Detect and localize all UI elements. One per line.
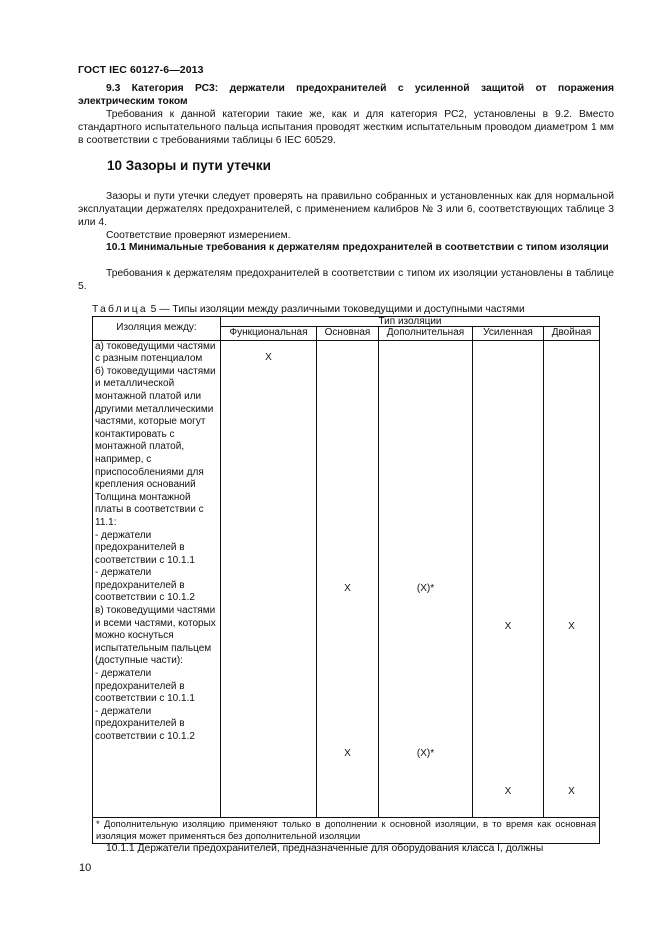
table-caption — [92, 304, 525, 315]
basic-cell — [317, 340, 379, 817]
section-10-paragraph: Зазоры и пути утечки следует проверять на правильно собранных и установленных как для нормальной эксплуатации держателях предохранителей, с применением калибров № 3 или 6, соответствующих таблице 3 или 4. — [78, 191, 614, 228]
header-col-reinforced: Усиленная — [473, 327, 544, 341]
mark-reinforced-1012-b: X — [504, 620, 512, 632]
mark-basic-1011-b: X — [344, 582, 351, 594]
reinforced-cell — [473, 340, 544, 817]
mark-double-1012-c: X — [568, 785, 575, 797]
supplementary-cell — [379, 340, 473, 817]
insulation-between-cell: а) токоведущими частями с разным потенциалом б) токоведущими частями и металлической монтажной платой или другими металлическими частями, которые могут контактировать с монтажной платой, например, с приспособлениями для крепления оснований Толщина монтажной платы в соответствии с 11.1: - держатели предохранителей в соответствии с 10.1.1 - держатели предохранителей в соответствии с 10.1.2 в) токоведущими частями и всеми частями, которых можно коснуться испытательным пальцем (доступные части): - держатели предохранителей в соответствии с 10.1.1 - держатели предохранителей в соответствии с 10.1.2 — [93, 340, 221, 817]
section-10-compliance: Соответствие проверяют измерением. — [106, 230, 291, 241]
table-caption-label: Таблица — [92, 304, 148, 315]
header-insulation-between: Изоляция между: — [93, 317, 221, 341]
section-10-1-1-text: 10.1.1 Держатели предохранителей, предназначенные для оборудования класса I, должны — [106, 843, 544, 854]
document-header: ГОСТ IEC 60127-6—2013 — [78, 64, 204, 76]
mark-double-1012-b: X — [568, 620, 575, 632]
section-10-1-heading: 10.1 Минимальные требования к держателям предохранителей в соответствии с типом изоляции — [106, 242, 609, 253]
header-col-supplementary: Дополнительная — [379, 327, 473, 341]
section-9-3-heading: 9.3 Категория РС3: держатели предохранителей с усиленной защитой от поражения электрическим током — [78, 83, 614, 107]
table-footnote: * Дополнительную изоляцию применяют только в дополнении к основной изоляции, в то время как основная изоляция может применяться без дополнительной изоляции — [93, 817, 600, 843]
header-insulation-type: Тип изоляции — [221, 317, 600, 327]
header-col-functional: Функциональная — [221, 327, 317, 341]
mark-functional-a: X — [265, 351, 272, 363]
section-9-3-text: Требования к данной категории такие же, как и для категория РС2, установлены в 9.2. Вместо стандартного испытательного пальца испытания проводят жестким испытательным проводом диаметром 1 мм в соответствии с требованиями таблицы 6 IEC 60529. — [78, 109, 614, 146]
header-col-basic: Основная — [317, 327, 379, 341]
page-number: 10 — [79, 862, 92, 874]
header-col-double: Двойная — [544, 327, 600, 341]
mark-reinforced-1012-c: X — [504, 785, 512, 797]
double-cell — [544, 340, 600, 817]
mark-supplementary-1011-c: (X)* — [416, 747, 435, 759]
section-10-heading: 10 Зазоры и пути утечки — [107, 158, 271, 173]
mark-supplementary-1011-b: (X)* — [416, 582, 435, 594]
section-10-1-text: Требования к держателям предохранителей в соответствии с типом их изоляции установлены в таблице 5. — [78, 268, 614, 292]
table-caption-text: 5 — Типы изоляции между различными токоведущими и доступными частями — [150, 304, 525, 315]
mark-basic-1011-c: X — [344, 747, 351, 759]
insulation-table — [92, 316, 600, 844]
functional-cell — [221, 340, 317, 817]
